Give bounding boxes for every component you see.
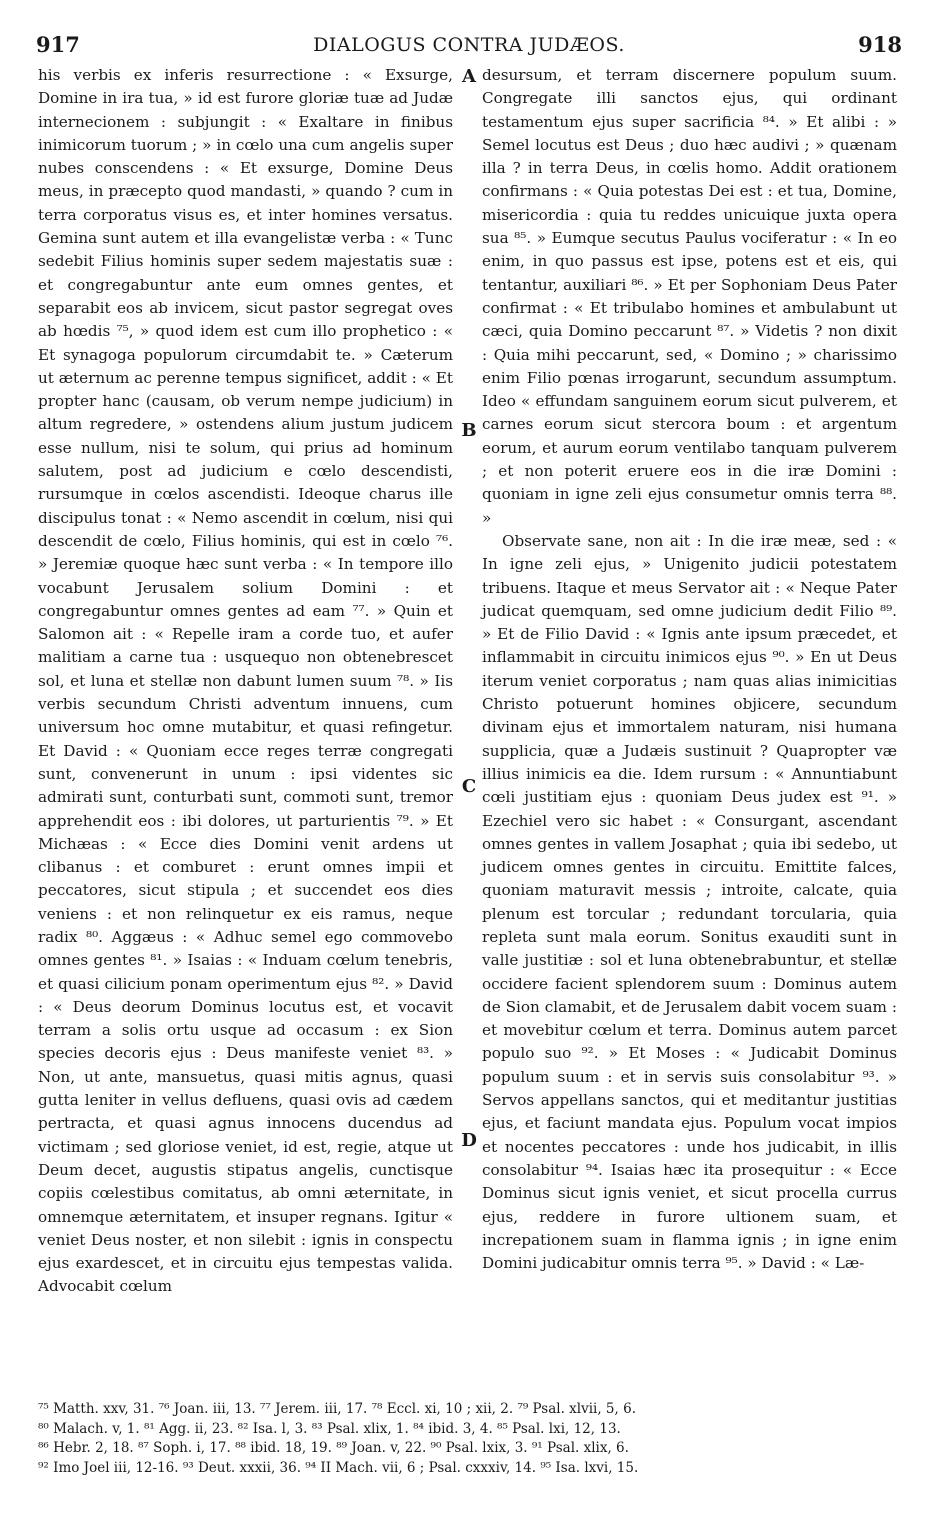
running-title: DIALOGUS CONTRA JUDÆOS. [313,34,625,56]
right-column [482,64,897,1275]
left-column [38,64,453,1299]
page-number-left: 917 [36,32,80,57]
margin-marker-c: C [461,776,477,797]
page-header [36,32,902,58]
left-paragraph-1: his verbis ex inferis resurrectione : « Exsurge, Domine in ira tua, » id est furore gloriæ tuæ ad Judæ internecionem : subjungit : « Exaltare in finibus inimicorum tuorum ; » in cœlo una cum angelis super nubes conscendens : « Et exsurge, Domine Deus meus, in præcepto quod mandasti, » quando ? cum in terra corporatus visus es, et inter homines versatus. Gemina sunt autem et illa evangelistæ verba : « Tunc sedebit Filius hominis super sedem majestatis suæ : et congregabuntur ante eum omnes gentes, et separabit eos ab invicem, sicut pastor segregat oves ab hœdis ⁷⁵, » quod idem est cum illo prophetico : « Et synagoga populorum circumdabit te. » Cæterum ut æternum ac perenne tempus significet, addit : « Et propter hanc (causam, ob verum nempe judicium) in altum regredere, » ostendens alium justum judicem esse nullum, nisi te solum, qui prius ad hominum salutem, post ad judicium e cœlo descendisti, rursumque in cœlos ascendisti. Ideoque charus ille discipulus tonat : « Nemo ascendit in cœlum, nisi qui descendit de cœlo, Filius hominis, qui est in cœlo ⁷⁶. » Jeremiæ quoque hæc sunt verba : « In tempore illo vocabunt Jerusalem solium Domini : et congregabuntur omnes gentes ad eam ⁷⁷. » Quin et Salomon ait : « Repelle iram a corde tuo, et aufer malitiam a carne tua : usquequo non obtenebrescet sol, et luna et stellæ non dabunt lumen suum ⁷⁸. » Iis verbis secundum Christi adventum innuens, cum universum hoc omne mutabitur, et quasi refingetur. Et David : « Quoniam ecce reges terræ congregati sunt, convenerunt in unum : ipsi videntes sic admirati sunt, conturbati sunt, commoti sunt, tremor apprehendit eos : ibi dolores, ut parturientis ⁷⁹. » Et Michæas : « Ecce dies Domini venit ardens ut clibanus : et comburet : erunt omnes impii et peccatores, sicut stipula ; et succendet eos dies veniens : et non relinquetur ex eis ramus, neque radix ⁸⁰. Aggæus : « Adhuc semel ego commovebo omnes gentes ⁸¹. » Isaias : « Induam cœlum tenebris, et quasi cilicium ponam operimentum ejus ⁸². » David : « Deus deorum Dominus locutus est, et vocavit terram a solis ortu usque ad occasum : ex Sion species decoris ejus : Deus manifeste veniet ⁸³. » Non, ut ante, mansuetus, quasi mitis agnus, quasi gutta leniter in vellus defluens, quasi ovis ad cædem pertracta, et quasi agnus innocens ducendus ad victimam ; sed gloriose veniet, id est, regie, atque ut Deum decet, augustis stipatus angelis, cunctisque copiis cœlestibus comitatus, ab omni æternitate, in omnemque æternitatem, et insuper regnans. Igitur « veniet Deus noster, et non silebit : ignis in conspectu ejus exardescet, et in circuitu ejus tempestas valida. Advocabit cœlum [38,66,453,1296]
footnotes [38,1400,898,1478]
footnote-line-1: ⁷⁵ Matth. xxv, 31. ⁷⁶ Joan. iii, 13. ⁷⁷ Jerem. iii, 17. ⁷⁸ Eccl. xi, 10 ; xii, 2. ⁷⁹ Psal. xlvii, 5, 6. [38,1401,636,1417]
footnote-line-3: ⁸⁶ Hebr. 2, 18. ⁸⁷ Soph. i, 17. ⁸⁸ ibid. 18, 19. ⁸⁹ Joan. v, 22. ⁹⁰ Psal. lxix, 3. ⁹¹ Psal. xlix, 6. [38,1440,629,1457]
margin-marker-b: B [461,420,477,441]
footnote-line-2: ⁸⁰ Malach. v, 1. ⁸¹ Agg. ii, 23. ⁸² Isa. l, 3. ⁸³ Psal. xlix, 1. ⁸⁴ ibid. 3, 4. ⁸⁵ Psal. lxi, 12, 13. [38,1420,621,1437]
right-paragraph-1: desursum, et terram discernere populum suum. Congregate illi sanctos ejus, qui ordinant testamentum ejus super sacrificia ⁸⁴. » Et alibi : » Semel locutus est Deus ; duo hæc audivi ; » quænam illa ? in terra Deus, in cœlis homo. Addit orationem confirmans : « Quia potestas Dei est : et tua, Domine, misericordia : quia tu reddes unicuique juxta opera sua ⁸⁵. » Eumque secutus Paulus vociferatur : « In eo enim, in quo passus est ipse, potens est et eis, qui tentantur, auxiliari ⁸⁶. » Et per Sophoniam Deus Pater confirmat : « Et tribulabo homines et ambulabunt ut cæci, quia Domino peccarunt ⁸⁷. » Videtis ? non dixit : Quia mihi peccarunt, sed, « Domino ; » charissimo enim Filio pœnas irrogarunt, secundum assumptum. Ideo « effundam sanguinem eorum sicut pulverem, et carnes eorum sicut stercora boum : et argentum eorum, et aurum eorum ventilabo tanquam pulverem ; et non poterit eruere eos in die iræ Domini : quoniam in igne zeli ejus consumetur omnis terra ⁸⁸. » [482,66,897,527]
page-number-right: 918 [858,32,902,57]
right-paragraph-2: Observate sane, non ait : In die iræ meæ, sed : « In igne zeli ejus, » Unigenito judicii potestatem tribuens. Itaque et meus Servator ait : « Neque Pater judicat quemquam, sed omne judicium dedit Filio ⁸⁹. » Et de Filio David : « Ignis ante ipsum præcedet, et inflammabit in circuitu inimicos ejus ⁹⁰. » En ut Deus iterum veniet corporatus ; nam quas alias inimicitias Christo potuerunt homines objicere, secundum divinam ejus et immortalem naturam, nisi humana supplicia, quæ a Judæis sustinuit ? Quapropter væ illius inimicis ea die. Idem rursum : « Annuntiabunt cœli justitiam ejus : quoniam Deus judex est ⁹¹. » Ezechiel vero sic habet : « Consurgant, ascendant omnes gentes in vallem Josaphat ; quia ibi sedebo, ut judicem omnes gentes in circuitu. Emittite falces, quoniam maturavit messis ; introite, calcate, quia plenum est torcular ; redundant torcularia, quia repleta sunt mala eorum. Sonitus exauditi sunt in valle justitiæ : sol et luna obtenebrabuntur, et stellæ occidere facient splendorem suum : Dominus autem de Sion clamabit, et de Jerusalem dabit vocem suam : et movebitur cœlum et terra. Dominus autem parcet populo suo ⁹². » Et Moses : « Judicabit Dominus populum suum : et in servis suis consolabitur ⁹³. » Servos appellans sanctos, qui et meditantur justitias ejus, et faciunt mandata ejus. Populum vocat impios et nocentes peccatores : unde hos judicabit, in illis consolabitur ⁹⁴. Isaias hæc ita prosequitur : « Ecce Dominus sicut ignis veniet, et sicut procella currus ejus, reddere in furore ultionem suam, et increpationem suam in flamma ignis ; in igne enim Domini judicabitur omnis terra ⁹⁵. » David : « Læ- [482,531,897,1273]
footnote-line-4: ⁹² Imo Joel iii, 12-16. ⁹³ Deut. xxxii, 36. ⁹⁴ II Mach. vii, 6 ; Psal. cxxxiv, 14. ⁹⁵ Isa. lxvi, 15. [38,1459,639,1476]
margin-marker-d: D [461,1130,477,1151]
margin-marker-a: A [462,66,476,87]
